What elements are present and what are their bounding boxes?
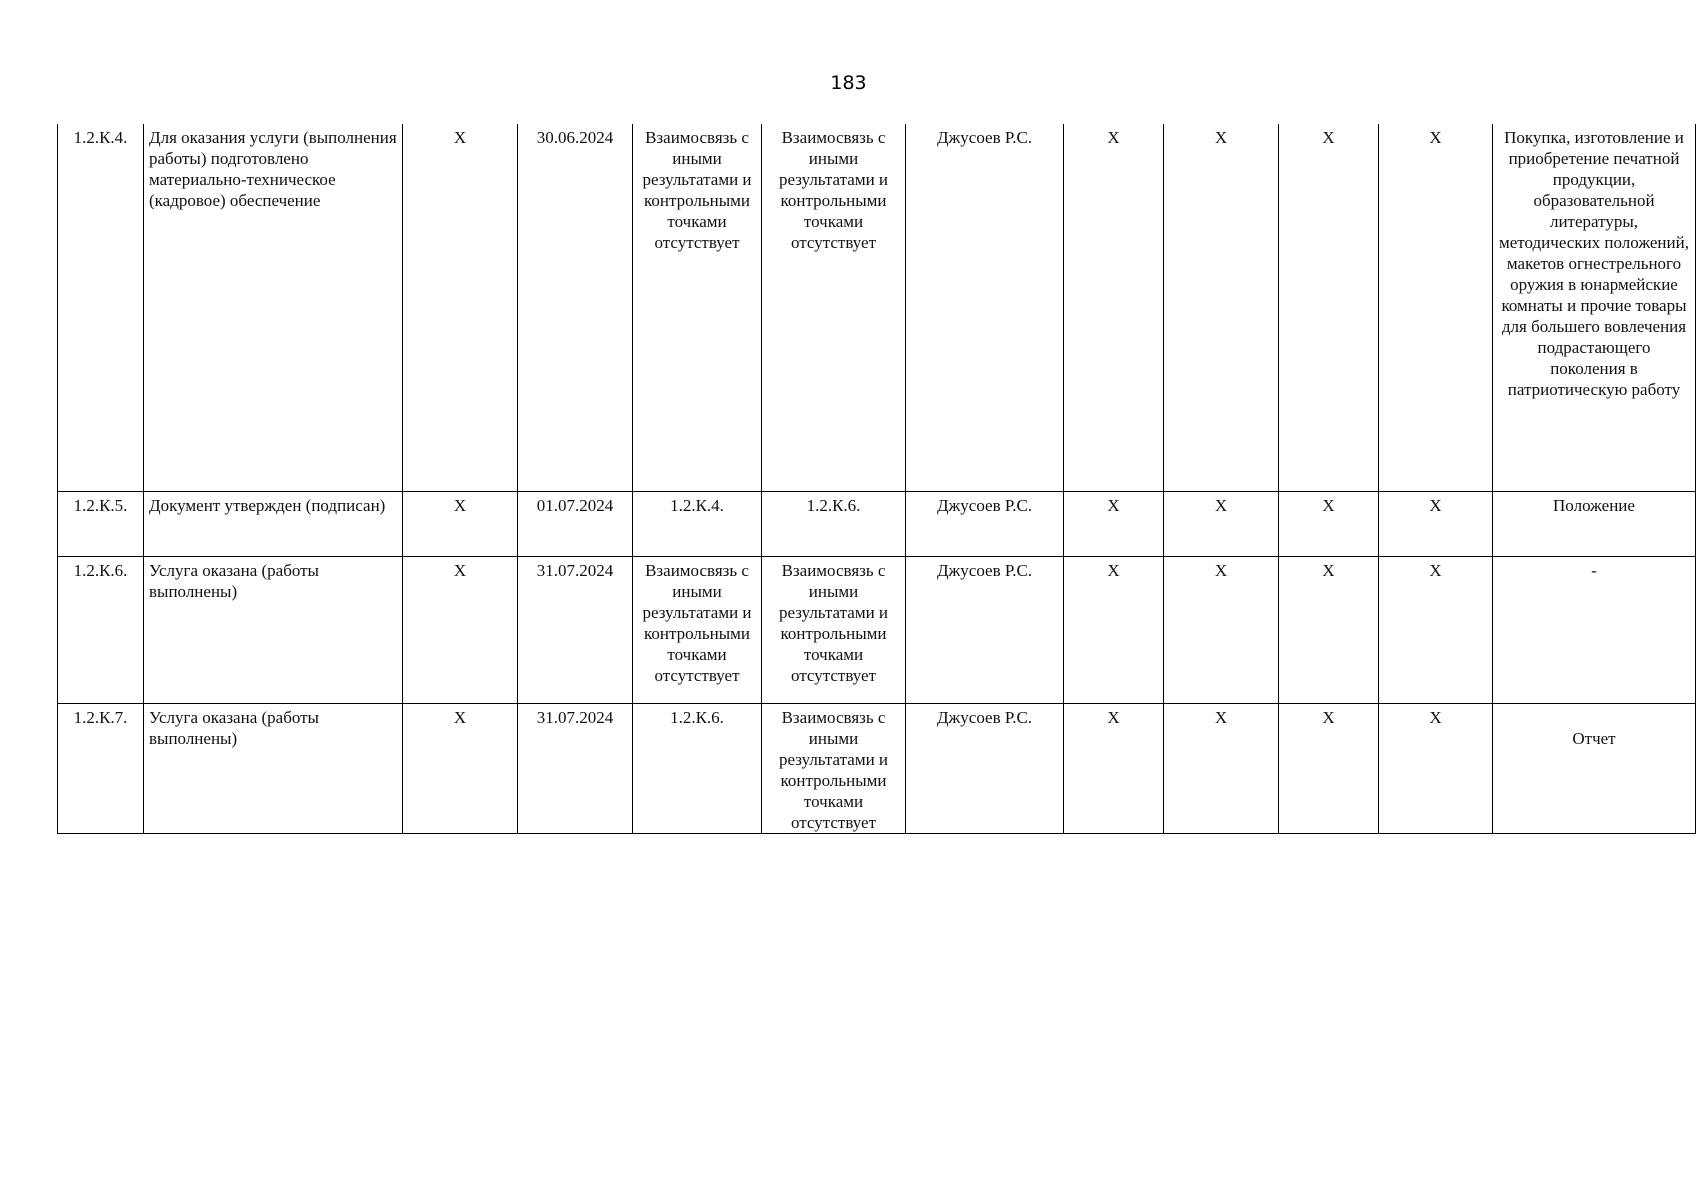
end-date-cell: 31.07.2024	[518, 556, 633, 703]
responsible-cell: Джусоев Р.С.	[906, 491, 1064, 556]
row-number-cell: 1.2.К.5.	[58, 491, 144, 556]
table-row	[58, 556, 1696, 703]
end-date-cell: 01.07.2024	[518, 491, 633, 556]
responsible-cell: Джусоев Р.С.	[906, 556, 1064, 703]
col11-cell: X	[1379, 703, 1493, 833]
row-number-cell: 1.2.К.7.	[58, 703, 144, 833]
end-date-cell: 30.06.2024	[518, 124, 633, 491]
responsible-cell: Джусоев Р.С.	[906, 124, 1064, 491]
successor-cell: Взаимосвязь с иными результатами и контрольными точками отсутствует	[762, 556, 906, 703]
start-date-cell: X	[403, 124, 518, 491]
col11-cell: X	[1379, 556, 1493, 703]
page-number: 183	[830, 72, 867, 94]
table-row	[58, 703, 1696, 833]
document-cell: -	[1493, 556, 1696, 703]
row-name-cell: Услуга оказана (работы выполнены)	[144, 556, 403, 703]
start-date-cell: X	[403, 491, 518, 556]
col9-cell: X	[1164, 491, 1279, 556]
document-text: Отчет	[1572, 728, 1616, 748]
row-name-cell: Документ утвержден (подписан)	[144, 491, 403, 556]
col10-cell: X	[1279, 124, 1379, 491]
col10-cell: X	[1279, 703, 1379, 833]
col8-cell: X	[1064, 556, 1164, 703]
predecessor-cell: Взаимосвязь с иными результатами и контрольными точками отсутствует	[633, 556, 762, 703]
successor-cell: Взаимосвязь с иными результатами и контрольными точками отсутствует	[762, 124, 906, 491]
start-date-cell: X	[403, 556, 518, 703]
col10-cell: X	[1279, 491, 1379, 556]
document-cell: Покупка, изготовление и приобретение печатной продукции, образовательной литературы, методических положений, макетов огнестрельного оружия в юнармейские комнаты и прочие товары для большего вовлечения подрастающего поколения в патриотическую работу	[1493, 124, 1696, 491]
document-cell: Положение	[1493, 491, 1696, 556]
col8-cell: X	[1064, 124, 1164, 491]
predecessor-cell: Взаимосвязь с иными результатами и контрольными точками отсутствует	[633, 124, 762, 491]
end-date-cell: 31.07.2024	[518, 703, 633, 833]
col8-cell: X	[1064, 703, 1164, 833]
col9-cell: X	[1164, 556, 1279, 703]
table-row	[58, 491, 1696, 556]
successor-cell: Взаимосвязь с иными результатами и контрольными точками отсутствует	[762, 703, 906, 833]
responsible-cell: Джусоев Р.С.	[906, 703, 1064, 833]
col9-cell: X	[1164, 124, 1279, 491]
row-number-cell: 1.2.К.6.	[58, 556, 144, 703]
control-points-table	[57, 124, 1696, 834]
successor-cell: 1.2.К.6.	[762, 491, 906, 556]
col11-cell: X	[1379, 124, 1493, 491]
predecessor-cell: 1.2.К.4.	[633, 491, 762, 556]
table-row	[58, 124, 1696, 491]
col8-cell: X	[1064, 491, 1164, 556]
cell-spacer	[1498, 707, 1690, 728]
col9-cell: X	[1164, 703, 1279, 833]
row-name-cell: Услуга оказана (работы выполнены)	[144, 703, 403, 833]
col11-cell: X	[1379, 491, 1493, 556]
row-number-cell: 1.2.К.4.	[58, 124, 144, 491]
predecessor-cell: 1.2.К.6.	[633, 703, 762, 833]
document-cell	[1493, 703, 1696, 833]
start-date-cell: X	[403, 703, 518, 833]
row-name-cell: Для оказания услуги (выполнения работы) подготовлено материально-техническое (кадровое) обеспечение	[144, 124, 403, 491]
col10-cell: X	[1279, 556, 1379, 703]
